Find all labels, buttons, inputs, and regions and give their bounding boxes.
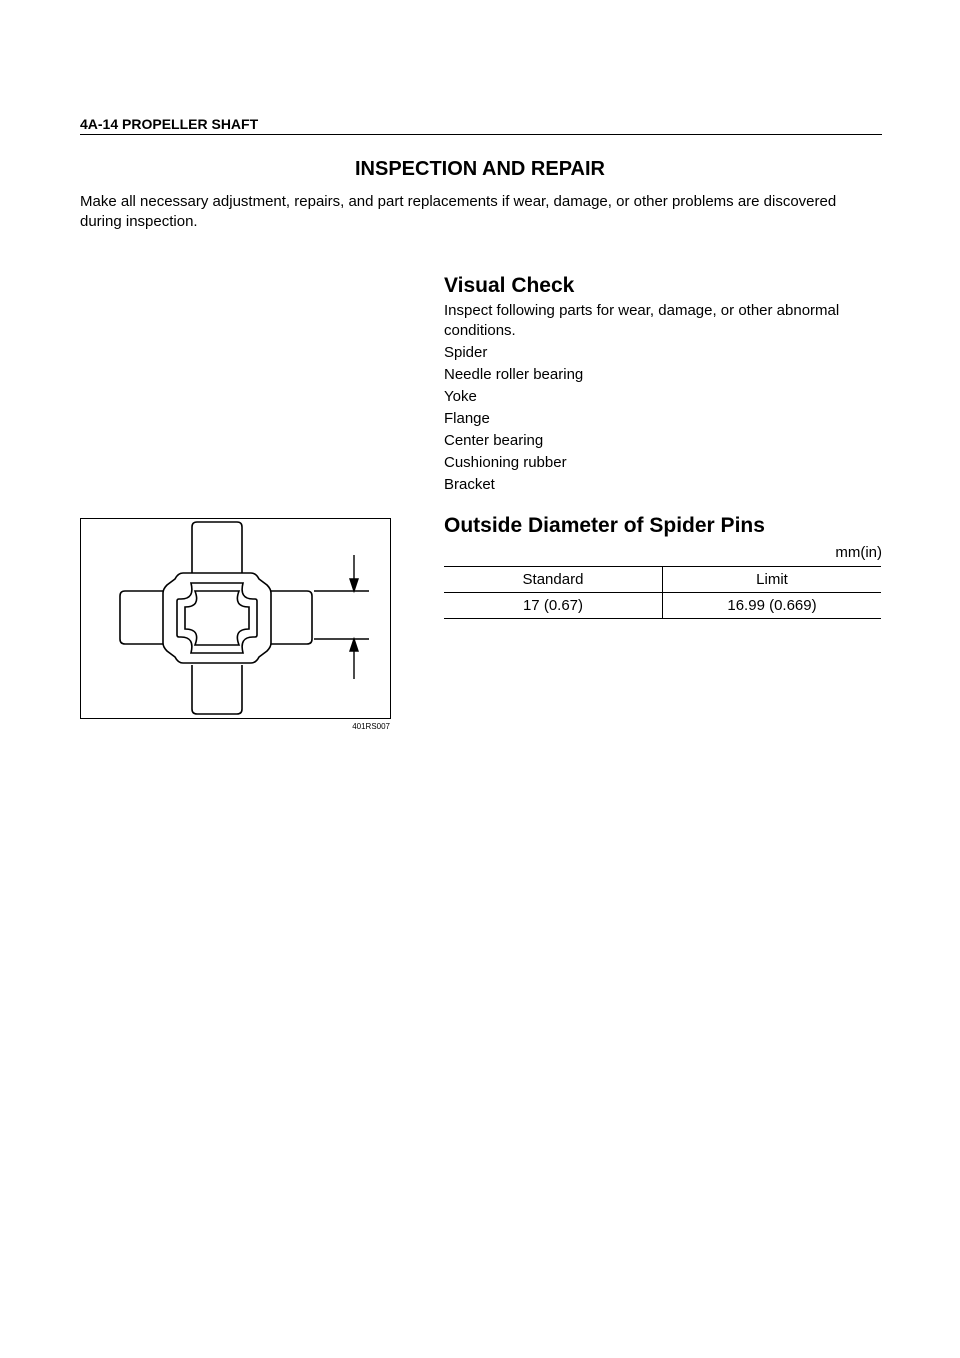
figure-code: 401RS007	[352, 722, 390, 731]
spider-drawing	[81, 519, 390, 718]
list-item: Center bearing	[444, 432, 544, 449]
list-item: Flange	[444, 410, 490, 427]
page-title: INSPECTION AND REPAIR	[354, 158, 606, 180]
spider-pin-spec-table	[444, 566, 881, 619]
running-header: 4A-14 PROPELLER SHAFT	[80, 116, 882, 135]
list-item: Spider	[444, 344, 488, 361]
column-header-limit: Limit	[663, 567, 882, 593]
intro-paragraph: Make all necessary adjustment, repairs, and part replacements if wear, damage, or other problems are discovered during inspection.	[80, 193, 837, 230]
spider-pins-heading: Outside Diameter of Spider Pins	[444, 514, 765, 537]
parts-list	[444, 342, 583, 496]
visual-check-text: Inspect following parts for wear, damage, or other abnormal conditions.	[444, 302, 840, 339]
list-item: Needle roller bearing	[444, 366, 584, 383]
unit-label: mm(in)	[835, 544, 882, 561]
column-header-standard: Standard	[444, 567, 663, 593]
visual-check-heading: Visual Check	[444, 274, 575, 297]
list-item: Bracket	[444, 476, 495, 493]
list-item: Yoke	[444, 388, 477, 405]
standard-value: 17 (0.67)	[444, 593, 663, 619]
table-header-row	[444, 567, 881, 593]
table-row	[444, 593, 881, 619]
spider-diagram	[80, 518, 391, 719]
limit-value: 16.99 (0.669)	[663, 593, 882, 619]
list-item: Cushioning rubber	[444, 454, 567, 471]
